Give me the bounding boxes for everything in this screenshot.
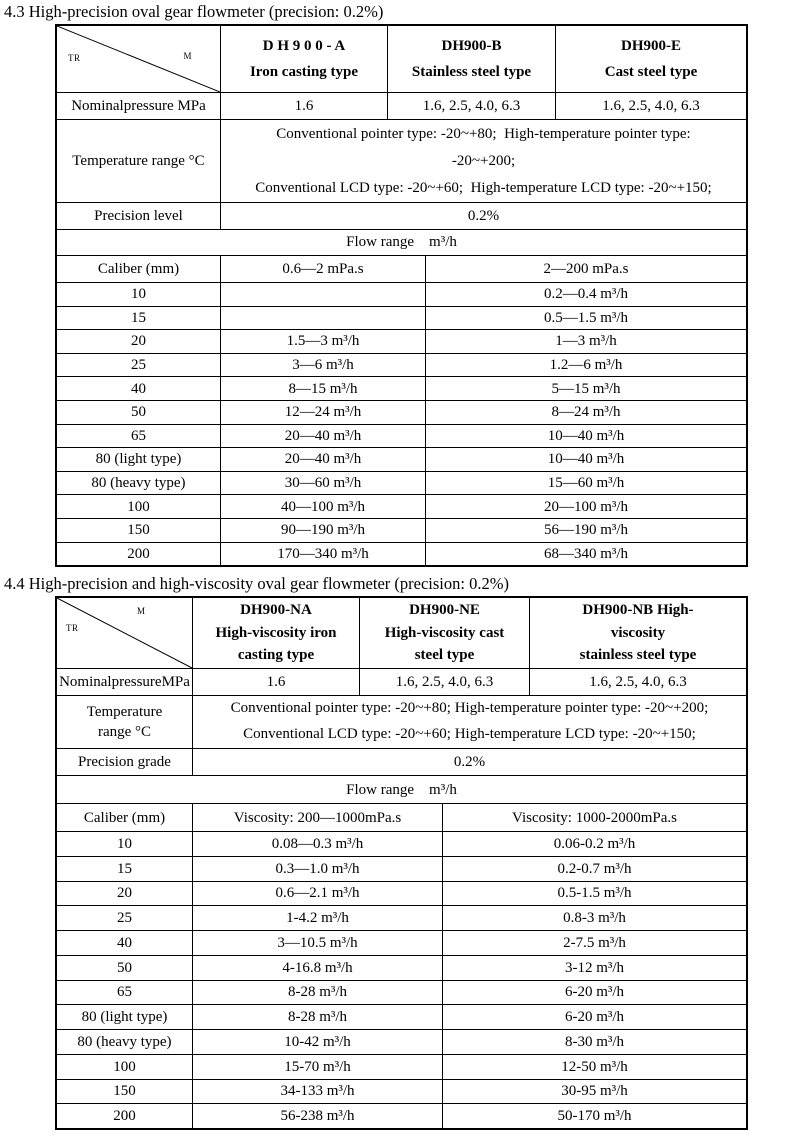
table-row xyxy=(57,494,746,518)
caliber-cell: 10 xyxy=(117,835,132,852)
temperature-line-2: -20~+200; xyxy=(451,152,516,169)
flow-low-viscosity-cell: 10-42 m³/h xyxy=(192,1030,442,1054)
flow-low-viscosity-cell: 0.3—1.0 m³/h xyxy=(192,857,442,881)
caliber-cell: 20 xyxy=(131,333,146,350)
caliber-cell: 80 (light type) xyxy=(81,1009,168,1026)
flow-high-viscosity-cell: 1—3 m³/h xyxy=(425,330,746,353)
model-code: DH900-B xyxy=(441,37,502,54)
table-row xyxy=(57,282,746,306)
model-dh900-a xyxy=(220,26,387,92)
caliber-cell: 65 xyxy=(131,427,146,444)
caliber-cell: 150 xyxy=(113,1083,136,1100)
precision-row xyxy=(57,202,746,229)
temperature-range-value xyxy=(220,120,746,202)
flow-low-viscosity-cell xyxy=(220,283,425,306)
table-row xyxy=(57,856,746,881)
table-row xyxy=(57,400,746,424)
flow-high-viscosity-cell: 6-20 m³/h xyxy=(442,1005,746,1029)
nominal-pressure-row xyxy=(57,92,746,119)
table-row xyxy=(57,329,746,353)
table-row xyxy=(57,1004,746,1029)
caliber-cell: 20 xyxy=(117,885,132,902)
flow-low-viscosity-cell: 1-4.2 m³/h xyxy=(192,906,442,930)
table-row xyxy=(57,542,746,566)
caliber-cell: 25 xyxy=(131,356,146,373)
flow-high-viscosity-cell: 0.5—1.5 m³/h xyxy=(425,307,746,330)
flow-high-viscosity-cell: 10—40 m³/h xyxy=(425,425,746,448)
model-type-line-1: viscosity xyxy=(610,624,666,641)
flow-low-viscosity-cell: 20—40 m³/h xyxy=(220,448,425,471)
flow-high-viscosity-cell: 0.2-0.7 m³/h xyxy=(442,857,746,881)
flow-low-viscosity-cell: 3—10.5 m³/h xyxy=(192,931,442,955)
flow-low-viscosity-cell: 8—15 m³/h xyxy=(220,377,425,400)
viscosity-col-header-high: Viscosity: 1000-2000mPa.s xyxy=(442,804,746,831)
caliber-cell: 10 xyxy=(131,286,146,303)
table-row xyxy=(57,471,746,495)
precision-value: 0.2% xyxy=(192,749,746,775)
flow-range-label: Flow range m³/h xyxy=(346,781,457,798)
viscosity-col-header-low: 0.6—2 mPa.s xyxy=(220,256,425,282)
table-row xyxy=(57,980,746,1005)
table-row xyxy=(57,905,746,930)
flow-low-viscosity-cell: 0.6—2.1 m³/h xyxy=(192,882,442,906)
corner-label-tr: TR xyxy=(68,53,81,63)
flow-range-label: Flow range m³/h xyxy=(346,234,457,251)
flow-high-viscosity-cell: 30-95 m³/h xyxy=(442,1080,746,1104)
pressure-value-b: 1.6, 2.5, 4.0, 6.3 xyxy=(387,93,555,119)
temperature-range-label xyxy=(57,696,192,748)
flow-low-viscosity-cell: 12—24 m³/h xyxy=(220,401,425,424)
caliber-cell: 80 (heavy type) xyxy=(91,474,186,491)
model-type-line-1: High-viscosity cast xyxy=(384,624,505,641)
model-dh900-na xyxy=(192,598,359,668)
caliber-cell: 150 xyxy=(127,522,150,539)
temperature-line-3: Conventional LCD type: -20~+60; High-temperature LCD type: -20~+150; xyxy=(255,179,712,196)
caliber-cell: 50 xyxy=(131,404,146,421)
nominal-pressure-row xyxy=(57,668,746,695)
caliber-cell: 200 xyxy=(113,1108,136,1125)
flow-low-viscosity-cell: 0.08—0.3 m³/h xyxy=(192,832,442,856)
model-type: Cast steel type xyxy=(604,64,698,80)
pressure-value-e: 1.6, 2.5, 4.0, 6.3 xyxy=(555,93,746,119)
model-code: DH900-NB High- xyxy=(582,602,694,619)
temperature-line-2: Conventional LCD type: -20~+60; High-temperature LCD type: -20~+150; xyxy=(243,726,696,743)
temperature-range-row xyxy=(57,695,746,748)
flow-high-viscosity-cell: 3-12 m³/h xyxy=(442,956,746,980)
flow-high-viscosity-cell: 15—60 m³/h xyxy=(425,472,746,495)
viscosity-col-header-high: 2—200 mPa.s xyxy=(425,256,746,282)
flow-high-viscosity-cell: 10—40 m³/h xyxy=(425,448,746,471)
flow-low-viscosity-cell: 8-28 m³/h xyxy=(192,981,442,1005)
caliber-cell: 15 xyxy=(117,860,132,877)
flow-range-banner-row xyxy=(57,775,746,803)
model-type: Stainless steel type xyxy=(411,64,532,80)
table-row xyxy=(57,447,746,471)
model-dh900-ne xyxy=(359,598,529,668)
caliber-cell: 80 (heavy type) xyxy=(77,1033,172,1050)
model-type: Iron casting type xyxy=(249,64,359,80)
pressure-value-a: 1.6 xyxy=(220,93,387,119)
caliber-cell: 80 (light type) xyxy=(95,451,182,468)
flow-low-viscosity-cell: 8-28 m³/h xyxy=(192,1005,442,1029)
temperature-range-row xyxy=(57,119,746,202)
flow-low-viscosity-cell: 1.5—3 m³/h xyxy=(220,330,425,353)
pressure-value-nb: 1.6, 2.5, 4.0, 6.3 xyxy=(529,669,746,695)
model-code: DH900-E xyxy=(621,37,681,54)
temperature-line-1: Conventional pointer type: -20~+80; High-temperature pointer type: -20~+200; xyxy=(230,700,709,717)
pressure-value-na: 1.6 xyxy=(192,669,359,695)
caliber-cell: 40 xyxy=(131,380,146,397)
table-row xyxy=(57,1103,746,1128)
flow-high-viscosity-cell: 0.5-1.5 m³/h xyxy=(442,882,746,906)
flow-low-viscosity-cell: 56-238 m³/h xyxy=(192,1104,442,1128)
temperature-line-1: Conventional pointer type: -20~+80; High-temperature pointer type: xyxy=(276,125,691,142)
flow-high-viscosity-cell: 50-170 m³/h xyxy=(442,1104,746,1128)
temperature-label-line-1: Temperature xyxy=(86,703,163,720)
model-code: DH900-NA xyxy=(240,602,312,619)
flow-high-viscosity-cell: 8—24 m³/h xyxy=(425,401,746,424)
flow-high-viscosity-cell: 0.06-0.2 m³/h xyxy=(442,832,746,856)
caliber-header-label: Caliber (mm) xyxy=(83,809,166,826)
corner-label-tr: TR xyxy=(66,623,79,634)
viscosity-col-header-low: Viscosity: 200—1000mPa.s xyxy=(192,804,442,831)
model-type-line-2: casting type xyxy=(237,647,315,664)
flow-high-viscosity-cell: 0.2—0.4 m³/h xyxy=(425,283,746,306)
table-row xyxy=(57,1054,746,1079)
flow-high-viscosity-cell: 6-20 m³/h xyxy=(442,981,746,1005)
precision-label: Precision grade xyxy=(78,754,171,770)
table-row xyxy=(57,1029,746,1054)
flow-low-viscosity-cell: 90—190 m³/h xyxy=(220,519,425,542)
flow-low-viscosity-cell: 15-70 m³/h xyxy=(192,1055,442,1079)
caliber-cell: 200 xyxy=(127,545,150,562)
model-header-row xyxy=(57,598,746,668)
temperature-label-line-2: range °C xyxy=(97,724,152,741)
model-dh900-e xyxy=(555,26,746,92)
precision-row xyxy=(57,748,746,775)
caliber-cell: 100 xyxy=(113,1058,136,1075)
section-4-4-title: 4.4 High-precision and high-viscosity oval gear flowmeter (precision: 0.2%) xyxy=(4,574,509,594)
corner-label-m: M xyxy=(137,606,146,617)
table-row xyxy=(57,930,746,955)
caliber-cell: 15 xyxy=(131,309,146,326)
flow-high-viscosity-cell: 20—100 m³/h xyxy=(425,495,746,518)
flowmeter-table-standard xyxy=(55,24,748,567)
flow-low-viscosity-cell: 20—40 m³/h xyxy=(220,425,425,448)
corner-label-m: M xyxy=(183,51,192,61)
flow-high-viscosity-cell: 5—15 m³/h xyxy=(425,377,746,400)
precision-label: Precision level xyxy=(94,207,183,224)
flow-high-viscosity-cell: 56—190 m³/h xyxy=(425,519,746,542)
table-row xyxy=(57,424,746,448)
temperature-range-value xyxy=(192,696,746,748)
flow-high-viscosity-cell: 12-50 m³/h xyxy=(442,1055,746,1079)
model-type-line-1: High-viscosity iron xyxy=(215,624,337,641)
flow-low-viscosity-cell: 3—6 m³/h xyxy=(220,354,425,377)
flow-low-viscosity-cell: 4-16.8 m³/h xyxy=(192,956,442,980)
table-row xyxy=(57,306,746,330)
caliber-header-row xyxy=(57,803,746,831)
pressure-value-ne: 1.6, 2.5, 4.0, 6.3 xyxy=(359,669,529,695)
flow-low-viscosity-cell: 170—340 m³/h xyxy=(220,543,425,566)
table-row xyxy=(57,518,746,542)
caliber-header-label: Caliber (mm) xyxy=(97,260,180,277)
caliber-cell: 100 xyxy=(127,498,150,515)
model-code: DH900-NE xyxy=(409,602,480,619)
flow-low-viscosity-cell: 30—60 m³/h xyxy=(220,472,425,495)
flow-low-viscosity-cell: 34-133 m³/h xyxy=(192,1080,442,1104)
caliber-cell: 65 xyxy=(117,984,132,1001)
flowmeter-table-high-viscosity xyxy=(55,596,748,1130)
table-row xyxy=(57,376,746,400)
caliber-cell: 50 xyxy=(117,959,132,976)
corner-header-cell xyxy=(57,598,192,668)
model-type-line-2: stainless steel type xyxy=(579,647,697,664)
model-header-row xyxy=(57,26,746,92)
table-row xyxy=(57,881,746,906)
corner-header-cell xyxy=(57,26,220,92)
diagonal-divider-line xyxy=(57,26,220,92)
precision-value: 0.2% xyxy=(220,203,746,229)
temperature-range-label: Temperature range °C xyxy=(72,152,205,169)
caliber-header-row xyxy=(57,255,746,282)
model-type-line-2: steel type xyxy=(414,647,475,664)
nominal-pressure-label: NominalpressureMPa xyxy=(59,674,190,690)
section-4-3-title: 4.3 High-precision oval gear flowmeter (precision: 0.2%) xyxy=(4,2,384,21)
caliber-cell: 40 xyxy=(117,934,132,951)
flow-high-viscosity-cell: 1.2—6 m³/h xyxy=(425,354,746,377)
table-row xyxy=(57,353,746,377)
flow-range-banner-row xyxy=(57,229,746,255)
caliber-cell: 25 xyxy=(117,910,132,927)
model-code: D H 9 0 0 - A xyxy=(262,37,346,54)
nominal-pressure-label: Nominalpressure MPa xyxy=(71,97,206,114)
model-dh900-b xyxy=(387,26,555,92)
table-row xyxy=(57,955,746,980)
flow-high-viscosity-cell: 68—340 m³/h xyxy=(425,543,746,566)
flow-high-viscosity-cell: 8-30 m³/h xyxy=(442,1030,746,1054)
flow-low-viscosity-cell: 40—100 m³/h xyxy=(220,495,425,518)
flow-low-viscosity-cell xyxy=(220,307,425,330)
model-dh900-nb xyxy=(529,598,746,668)
flow-high-viscosity-cell: 2-7.5 m³/h xyxy=(442,931,746,955)
flow-high-viscosity-cell: 0.8-3 m³/h xyxy=(442,906,746,930)
table-row xyxy=(57,831,746,856)
table-row xyxy=(57,1079,746,1104)
